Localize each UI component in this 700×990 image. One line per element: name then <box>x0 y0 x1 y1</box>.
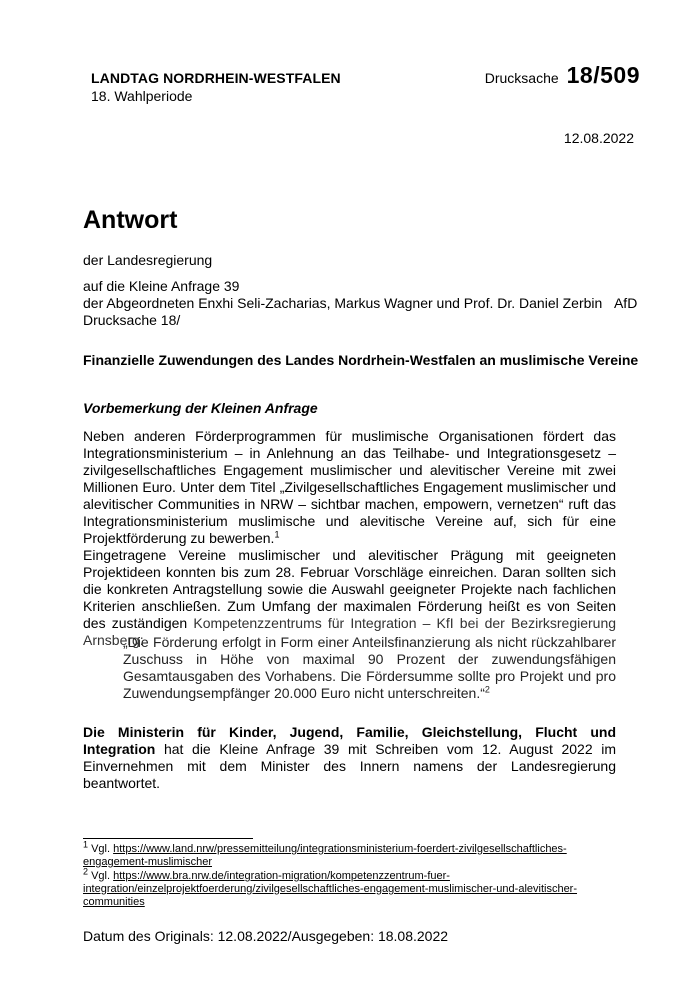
answer-paragraph <box>83 724 616 792</box>
intro-line-1: der Landesregierung <box>83 252 213 268</box>
quote-block <box>123 634 616 702</box>
footnote-2-num: 2 <box>83 866 89 877</box>
document-date: 12.08.2022 <box>563 130 634 146</box>
quote-text: „Die Förderung erfolgt in Form einer Anteilsfinanzierung als nicht rückzahlbarer Zuschuss in Höhe von maximal 90 Prozent der zuwendungsfähigen Gesamtausgaben des Vorhabens. Die Fördersumme sollte pro Projekt und pro Zuwendungsempfänger 20.000 Euro nicht unterschreiten.“ <box>123 634 616 701</box>
legislative-period: 18. Wahlperiode <box>91 88 193 104</box>
footnote-divider <box>83 838 253 839</box>
intro-line-2: auf die Kleine Anfrage 39 <box>83 278 240 294</box>
answer-ministry: Die Ministerin für Kinder, Jugend, Familie, Gleichstellung, Flucht und Integration <box>83 724 616 757</box>
paragraph-2-tail: Kompetenzzentrums für Integration – KfI bei der Bezirksregierung Arnsberg: <box>83 615 617 648</box>
paragraph-2-text: Eingetragene Vereine muslimischer und alevitischer Prägung mit geeigneten Projektideen konnten bis zum 28. Februar Vorschläge einreichen. Daran sollten sich die konkreten Antragstellung sowie die Auswahl geeigneter Projekte nach fachlichen Kriterien anschließen. Zum Umfang der maximalen Förderung heißt es von Seiten des zuständigen <box>83 547 616 631</box>
answer-text: hat die Kleine Anfrage 39 mit Schreiben vom 12. August 2022 im Einvernehmen mit dem Minister des Innern namens der Landesregierung beantwortet. <box>83 741 616 791</box>
footnote-2-prefix: Vgl. <box>88 870 114 882</box>
drucksache-number: 18/509 <box>566 62 640 88</box>
issue-date-footer: Datum des Originals: 12.08.2022/Ausgegeben: 18.08.2022 <box>83 928 449 944</box>
footnote-1-num: 1 <box>83 839 89 850</box>
footnote-1-link[interactable]: https://www.land.nrw/pressemitteilung/integrationsministerium-foerdert-zivilgesellschaftliches-engagement-muslimischer <box>83 843 567 868</box>
drucksache-label: Drucksache <box>484 70 559 86</box>
subject-heading: Finanzielle Zuwendungen des Landes Nordrhein-Westfalen an muslimische Vereine <box>83 352 639 368</box>
intro-line-4: Drucksache 18/ <box>83 312 181 328</box>
footnote-1-prefix: Vgl. <box>88 843 114 855</box>
drucksache-block <box>485 62 640 89</box>
footnote-2-link[interactable]: https://www.bra.nrw.de/integration-migration/kompetenzzentrum-fuer-integration/einzelprojektfoerderung/zivilgesellschaftliches-engagement-muslimischer-und-alevitischer-communities <box>83 870 578 908</box>
footnote-ref-2: 2 <box>484 684 490 695</box>
footnote-1 <box>83 839 623 869</box>
paragraph-1 <box>83 428 616 547</box>
intro-line-3: der Abgeordneten Enxhi Seli-Zacharias, Markus Wagner und Prof. Dr. Daniel Zerbin AfD <box>83 295 638 311</box>
parliament-name: LANDTAG NORDRHEIN-WESTFALEN <box>91 70 341 86</box>
footnote-ref-1: 1 <box>274 529 280 540</box>
paragraph-1-text: Neben anderen Förderprogrammen für muslimische Organisationen fördert das Integrationsministerium – in Anlehnung an das Teilhabe- und Integrationsgesetz – zivilgesellschaftliches Engagement muslimischer und alevitischer Vereine mit zwei Millionen Euro. Unter dem Titel „Zivilgesellschaftliches Engagement muslimischer und alevitischer Communities in NRW – sichtbar machen, empowern, vernetzen“ ruft das Integrationsministerium muslimische und alevitische Vereine auf, sich für eine Projektförderung zu bewerben. <box>83 428 616 546</box>
vorbemerkung-heading: Vorbemerkung der Kleinen Anfrage <box>83 400 318 416</box>
footnote-2 <box>83 866 623 909</box>
document-title: Antwort <box>83 206 178 234</box>
